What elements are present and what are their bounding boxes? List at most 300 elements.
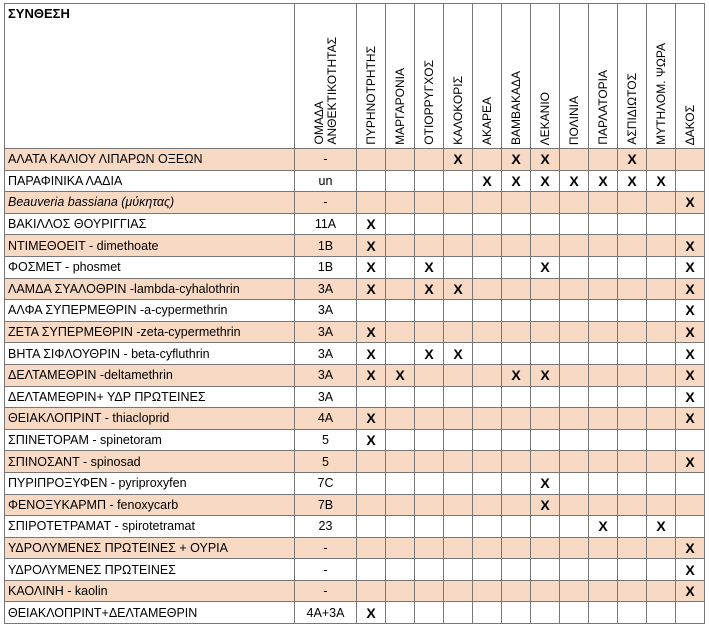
pest-mark-cell [560,213,589,235]
product-name-cell: ΛΑΜΔΑ ΣΥΑΛΟΘΡΙΝ -lambda-cyhalothrin [5,278,295,300]
pest-mark-cell [589,149,618,171]
column-header-pest [415,4,444,149]
product-name-cell: ΔΕΛΤΑΜΕΘΡΙΝ -deltamethrin [5,364,295,386]
pest-mark-cell [386,516,415,538]
resistance-group-cell: un [295,170,357,192]
pest-mark-cell [502,537,531,559]
pest-mark-cell: X [444,149,473,171]
pest-mark-cell [560,343,589,365]
pest-mark-cell [473,429,502,451]
table-row [5,451,705,473]
pest-mark-cell [589,602,618,624]
pest-mark-cell [560,321,589,343]
column-header-pest [676,4,705,149]
pest-mark-cell [415,364,444,386]
corner-title: ΣΥΝΘΕΣΗ [5,4,295,149]
pest-mark-cell [386,300,415,322]
pest-mark-cell: X [357,408,386,430]
pest-mark-cell: X [415,256,444,278]
pest-mark-cell [531,213,560,235]
pest-mark-cell: X [676,364,705,386]
pest-mark-cell [531,559,560,581]
pest-mark-cell [676,170,705,192]
pest-mark-cell [647,537,676,559]
pest-mark-cell [415,537,444,559]
column-header-label: ΟΤΙΟΡΡΥΓΧΟΣ [421,60,436,145]
pest-mark-cell: X [676,451,705,473]
table-row [5,537,705,559]
pest-mark-cell [618,559,647,581]
pest-mark-cell [618,321,647,343]
pest-mark-cell [676,429,705,451]
table-row [5,343,705,365]
pest-mark-cell [415,408,444,430]
pest-mark-cell [444,192,473,214]
pest-mark-cell [647,364,676,386]
resistance-group-cell: 1B [295,256,357,278]
table-row [5,170,705,192]
resistance-group-cell: 1B [295,235,357,257]
pest-mark-cell: X [676,386,705,408]
pest-mark-cell [386,235,415,257]
pest-mark-cell: X [386,364,415,386]
product-name-cell: ΑΛΑΤΑ ΚΑΛΙΟΥ ΛΙΠΑΡΩΝ ΟΞΕΩΝ [5,149,295,171]
pest-mark-cell [473,149,502,171]
product-name-cell: Beauveria bassiana (μύκητας) [5,192,295,214]
pest-mark-cell [647,559,676,581]
resistance-group-cell: - [295,537,357,559]
pest-mark-cell [560,300,589,322]
pest-mark-cell [444,235,473,257]
pest-mark-cell [676,516,705,538]
column-header-pest [618,4,647,149]
pest-mark-cell [444,364,473,386]
pest-mark-cell [589,343,618,365]
resistance-group-cell: 5 [295,451,357,473]
product-name-cell: ΚΑΟΛΙΝΗ - kaolin [5,580,295,602]
header-row [5,4,705,149]
pest-mark-cell [386,580,415,602]
pest-mark-cell: X [357,343,386,365]
pest-mark-cell [473,451,502,473]
pest-mark-cell [531,408,560,430]
pest-mark-cell [676,602,705,624]
pest-mark-cell [676,472,705,494]
column-header-pest [357,4,386,149]
pest-mark-cell [357,149,386,171]
pest-mark-cell [357,537,386,559]
pest-mark-cell [473,580,502,602]
pest-mark-cell [386,386,415,408]
table-row [5,149,705,171]
pest-mark-cell [618,256,647,278]
column-header-pest [444,4,473,149]
pest-mark-cell [676,149,705,171]
pest-mark-cell: X [531,170,560,192]
pest-mark-cell [415,494,444,516]
pest-mark-cell [502,408,531,430]
pest-mark-cell [531,343,560,365]
pest-mark-cell [560,472,589,494]
pest-mark-cell [473,516,502,538]
pest-mark-cell [618,472,647,494]
pest-mark-cell [560,451,589,473]
pest-mark-cell [502,256,531,278]
table-row [5,602,705,624]
pest-mark-cell [618,537,647,559]
table-row [5,516,705,538]
pest-mark-cell [357,559,386,581]
pest-mark-cell [415,149,444,171]
pest-mark-cell: X [415,278,444,300]
pest-mark-cell [386,149,415,171]
table-row [5,386,705,408]
pest-mark-cell [647,321,676,343]
product-name-cell: ΖΕΤΑ ΣΥΠΕΡΜΕΘΡΙΝ -zeta-cypermethrin [5,321,295,343]
pest-mark-cell [618,580,647,602]
pest-mark-cell [502,278,531,300]
pest-mark-cell [618,343,647,365]
pest-mark-cell [386,408,415,430]
pest-mark-cell [618,278,647,300]
pest-mark-cell [647,580,676,602]
pest-mark-cell [589,429,618,451]
pest-mark-cell [386,256,415,278]
resistance-group-cell: 11A [295,213,357,235]
pest-mark-cell: X [415,343,444,365]
pest-mark-cell: X [560,170,589,192]
column-header-label: ΑΣΠΙΔΙΩΤΟΣ [624,73,639,145]
column-header-label: ΠΑΡΛΑΤΟΡΙΑ [595,70,610,145]
pest-mark-cell: X [676,300,705,322]
pest-mark-cell [618,213,647,235]
pest-mark-cell [618,364,647,386]
pest-mark-cell [647,256,676,278]
table-row [5,429,705,451]
pest-mark-cell [357,472,386,494]
pest-mark-cell [473,235,502,257]
pest-mark-cell [502,300,531,322]
pest-mark-cell: X [531,472,560,494]
column-header-label: ΠΟΛΙΝΙΑ [566,95,581,145]
pest-mark-cell [560,278,589,300]
pest-mark-cell [618,516,647,538]
column-header-label: ΜΑΡΓΑΡΟΝΙΑ [392,68,407,145]
pest-mark-cell [386,278,415,300]
pest-mark-cell [415,192,444,214]
pest-mark-cell [415,580,444,602]
pest-mark-cell [589,386,618,408]
product-name-cell: ΦΟΣΜΕΤ - phosmet [5,256,295,278]
pest-mark-cell [473,321,502,343]
column-header-label: ΒΑΜΒΑΚΑΔΑ [508,70,523,145]
pest-mark-cell [589,494,618,516]
pest-mark-cell [531,386,560,408]
pest-mark-cell: X [618,149,647,171]
pest-mark-cell: X [647,170,676,192]
pest-mark-cell [444,537,473,559]
pest-mark-cell [531,192,560,214]
pest-mark-cell [502,580,531,602]
pest-mark-cell [531,300,560,322]
pest-mark-cell: X [676,537,705,559]
product-name-cell: ΒΗΤΑ ΣΙΦΛΟΥΘΡΙΝ - beta-cyfluthrin [5,343,295,365]
pest-mark-cell [386,213,415,235]
pest-mark-cell [386,192,415,214]
pest-mark-cell [386,472,415,494]
pest-mark-cell [444,602,473,624]
pest-mark-cell [560,537,589,559]
pest-mark-cell [647,386,676,408]
product-name-cell: ΥΔΡΟΛΥΜΕΝΕΣ ΠΡΩΤΕΙΝΕΣ + ΟΥΡΙΑ [5,537,295,559]
column-header-label: ΔΑΚΟΣ [682,104,697,145]
pest-mark-cell [357,516,386,538]
pest-mark-cell [502,472,531,494]
pest-mark-cell [676,213,705,235]
pest-mark-cell [444,516,473,538]
resistance-group-cell: 4A+3A [295,602,357,624]
product-name-cell: ΘΕΙΑΚΛΟΠΡΙΝΤ - thiacloprid [5,408,295,430]
pest-mark-cell [560,602,589,624]
pest-mark-cell: X [676,256,705,278]
pest-mark-cell [502,386,531,408]
pest-mark-cell [647,343,676,365]
column-header-label: ΜΥΤΗΛΟΜ. ΨΩΡΑ [653,43,668,145]
column-header-pest [502,4,531,149]
pest-mark-cell [473,408,502,430]
pest-mark-cell: X [676,192,705,214]
pest-mark-cell [415,516,444,538]
table-row [5,408,705,430]
table-row [5,256,705,278]
pest-mark-cell: X [357,602,386,624]
table-row [5,278,705,300]
pest-mark-cell: X [444,278,473,300]
pest-mark-cell [386,537,415,559]
pest-mark-cell [502,494,531,516]
pest-mark-cell: X [676,408,705,430]
pest-mark-cell [502,213,531,235]
pest-mark-cell [618,429,647,451]
table-row [5,559,705,581]
pest-mark-cell: X [676,343,705,365]
pest-mark-cell [502,321,531,343]
pest-mark-cell [647,408,676,430]
pest-mark-cell [589,321,618,343]
pest-mark-cell [444,494,473,516]
resistance-group-cell: 3A [295,386,357,408]
column-header-pest [531,4,560,149]
pest-mark-cell [386,602,415,624]
pest-mark-cell [502,343,531,365]
resistance-group-cell: - [295,559,357,581]
pest-mark-cell [473,472,502,494]
pest-mark-cell [589,300,618,322]
pest-mark-cell [357,451,386,473]
pest-mark-cell [647,278,676,300]
pest-mark-cell [473,300,502,322]
pest-mark-cell [502,192,531,214]
pest-mark-cell [386,429,415,451]
pest-mark-cell [560,364,589,386]
pest-mark-cell [560,516,589,538]
pest-mark-cell [531,516,560,538]
pest-mark-cell [473,343,502,365]
pest-mark-cell: X [589,170,618,192]
pest-mark-cell [647,429,676,451]
product-name-cell: ΘΕΙΑΚΛΟΠΡΙΝΤ+ΔΕΛΤΑΜΕΘΡΙΝ [5,602,295,624]
resistance-group-cell: 3A [295,364,357,386]
pest-mark-cell [589,559,618,581]
pest-mark-cell: X [357,278,386,300]
pest-mark-cell [444,451,473,473]
table-row [5,192,705,214]
product-name-cell: ΔΕΛΤΑΜΕΘΡΙΝ+ ΥΔΡ ΠΡΩΤΕΙΝΕΣ [5,386,295,408]
pest-mark-cell [473,256,502,278]
pest-mark-cell [444,386,473,408]
pest-mark-cell [647,602,676,624]
resistance-group-cell: 7C [295,472,357,494]
table-row [5,472,705,494]
pest-mark-cell: X [531,364,560,386]
column-header-label: ΛΕΚΑΝΙΟ [537,91,552,145]
pest-mark-cell [444,559,473,581]
pest-mark-cell [444,408,473,430]
pest-mark-cell [444,170,473,192]
table-row [5,580,705,602]
pest-mark-cell [473,278,502,300]
pest-mark-cell: X [502,364,531,386]
pest-mark-cell [531,537,560,559]
pest-mark-cell [589,235,618,257]
pest-mark-cell [357,494,386,516]
pest-mark-cell [502,602,531,624]
pest-mark-cell [560,149,589,171]
pest-mark-cell [444,256,473,278]
pest-mark-cell [473,213,502,235]
column-header-label: ΑΚΑΡΕΑ [479,96,494,145]
pest-mark-cell [531,602,560,624]
pest-mark-cell [618,451,647,473]
pest-mark-cell [560,494,589,516]
column-header-pest [386,4,415,149]
pest-mark-cell [589,256,618,278]
pest-mark-cell [618,192,647,214]
pest-mark-cell [647,472,676,494]
pest-mark-cell [618,602,647,624]
pest-mark-cell: X [444,343,473,365]
pest-mark-cell: X [473,170,502,192]
pest-mark-cell [589,580,618,602]
pest-mark-cell [386,559,415,581]
column-header-pest [589,4,618,149]
table-row [5,321,705,343]
pest-mark-cell [444,429,473,451]
resistance-group-cell: - [295,149,357,171]
pest-mark-cell [415,386,444,408]
resistance-group-cell: 3A [295,278,357,300]
pest-mark-cell [473,537,502,559]
product-name-cell: ΠΥΡΙΠΡΟΞΥΦΕΝ - pyriproxyfen [5,472,295,494]
pest-mark-cell [415,213,444,235]
resistance-group-cell: 4A [295,408,357,430]
pest-mark-cell: X [357,256,386,278]
pest-mark-cell [357,170,386,192]
pest-mark-cell [618,494,647,516]
pest-mark-cell [589,408,618,430]
pest-mark-cell [647,192,676,214]
pest-mark-cell [502,235,531,257]
table-row [5,494,705,516]
pest-mark-cell [415,559,444,581]
pest-mark-cell: X [676,559,705,581]
table-row [5,213,705,235]
resistance-group-cell: 3A [295,300,357,322]
product-name-cell: ΠΑΡΑΦΙΝΙΚΑ ΛΑΔΙΑ [5,170,295,192]
pest-mark-cell: X [589,516,618,538]
pest-mark-cell [531,235,560,257]
resistance-group-cell: 7B [295,494,357,516]
pest-mark-cell: X [647,516,676,538]
pest-mark-cell [589,213,618,235]
column-header-pest [473,4,502,149]
pest-mark-cell: X [531,256,560,278]
pest-mark-cell [415,429,444,451]
product-name-cell: ΥΔΡΟΛΥΜΕΝΕΣ ΠΡΩΤΕΙΝΕΣ [5,559,295,581]
table-row [5,364,705,386]
pest-mark-cell [502,516,531,538]
pest-mark-cell [386,343,415,365]
pest-mark-cell [618,408,647,430]
pest-mark-cell [560,192,589,214]
pest-mark-cell [560,386,589,408]
pest-mark-cell [531,451,560,473]
pest-mark-cell [589,278,618,300]
pest-mark-cell [502,451,531,473]
pest-mark-cell: X [502,170,531,192]
pest-mark-cell [473,386,502,408]
pest-mark-cell: X [357,213,386,235]
pest-mark-cell [560,559,589,581]
table-row [5,300,705,322]
pest-mark-cell: X [531,149,560,171]
pest-mark-cell [531,580,560,602]
product-name-cell: ΣΠΙΝΟΣΑΝΤ - spinosad [5,451,295,473]
pest-mark-cell [415,170,444,192]
resistance-group-cell: - [295,580,357,602]
pest-mark-cell [502,429,531,451]
pest-mark-cell [647,213,676,235]
pest-mark-cell [473,192,502,214]
pest-mark-cell: X [676,580,705,602]
pest-mark-cell [444,300,473,322]
column-header-label: ΚΑΛΟΚΟΡΙΣ [450,76,465,145]
table-row [5,235,705,257]
pest-mark-cell [618,235,647,257]
pest-mark-cell: X [357,235,386,257]
pest-mark-cell [531,321,560,343]
column-header-resistance-group [295,4,357,149]
pest-mark-cell [676,494,705,516]
pest-mark-cell: X [502,149,531,171]
pest-mark-cell [589,537,618,559]
pest-mark-cell [357,300,386,322]
pest-mark-cell [444,213,473,235]
resistance-group-cell: 3A [295,321,357,343]
pest-mark-cell [560,429,589,451]
pest-mark-cell [589,364,618,386]
pest-mark-cell [357,192,386,214]
